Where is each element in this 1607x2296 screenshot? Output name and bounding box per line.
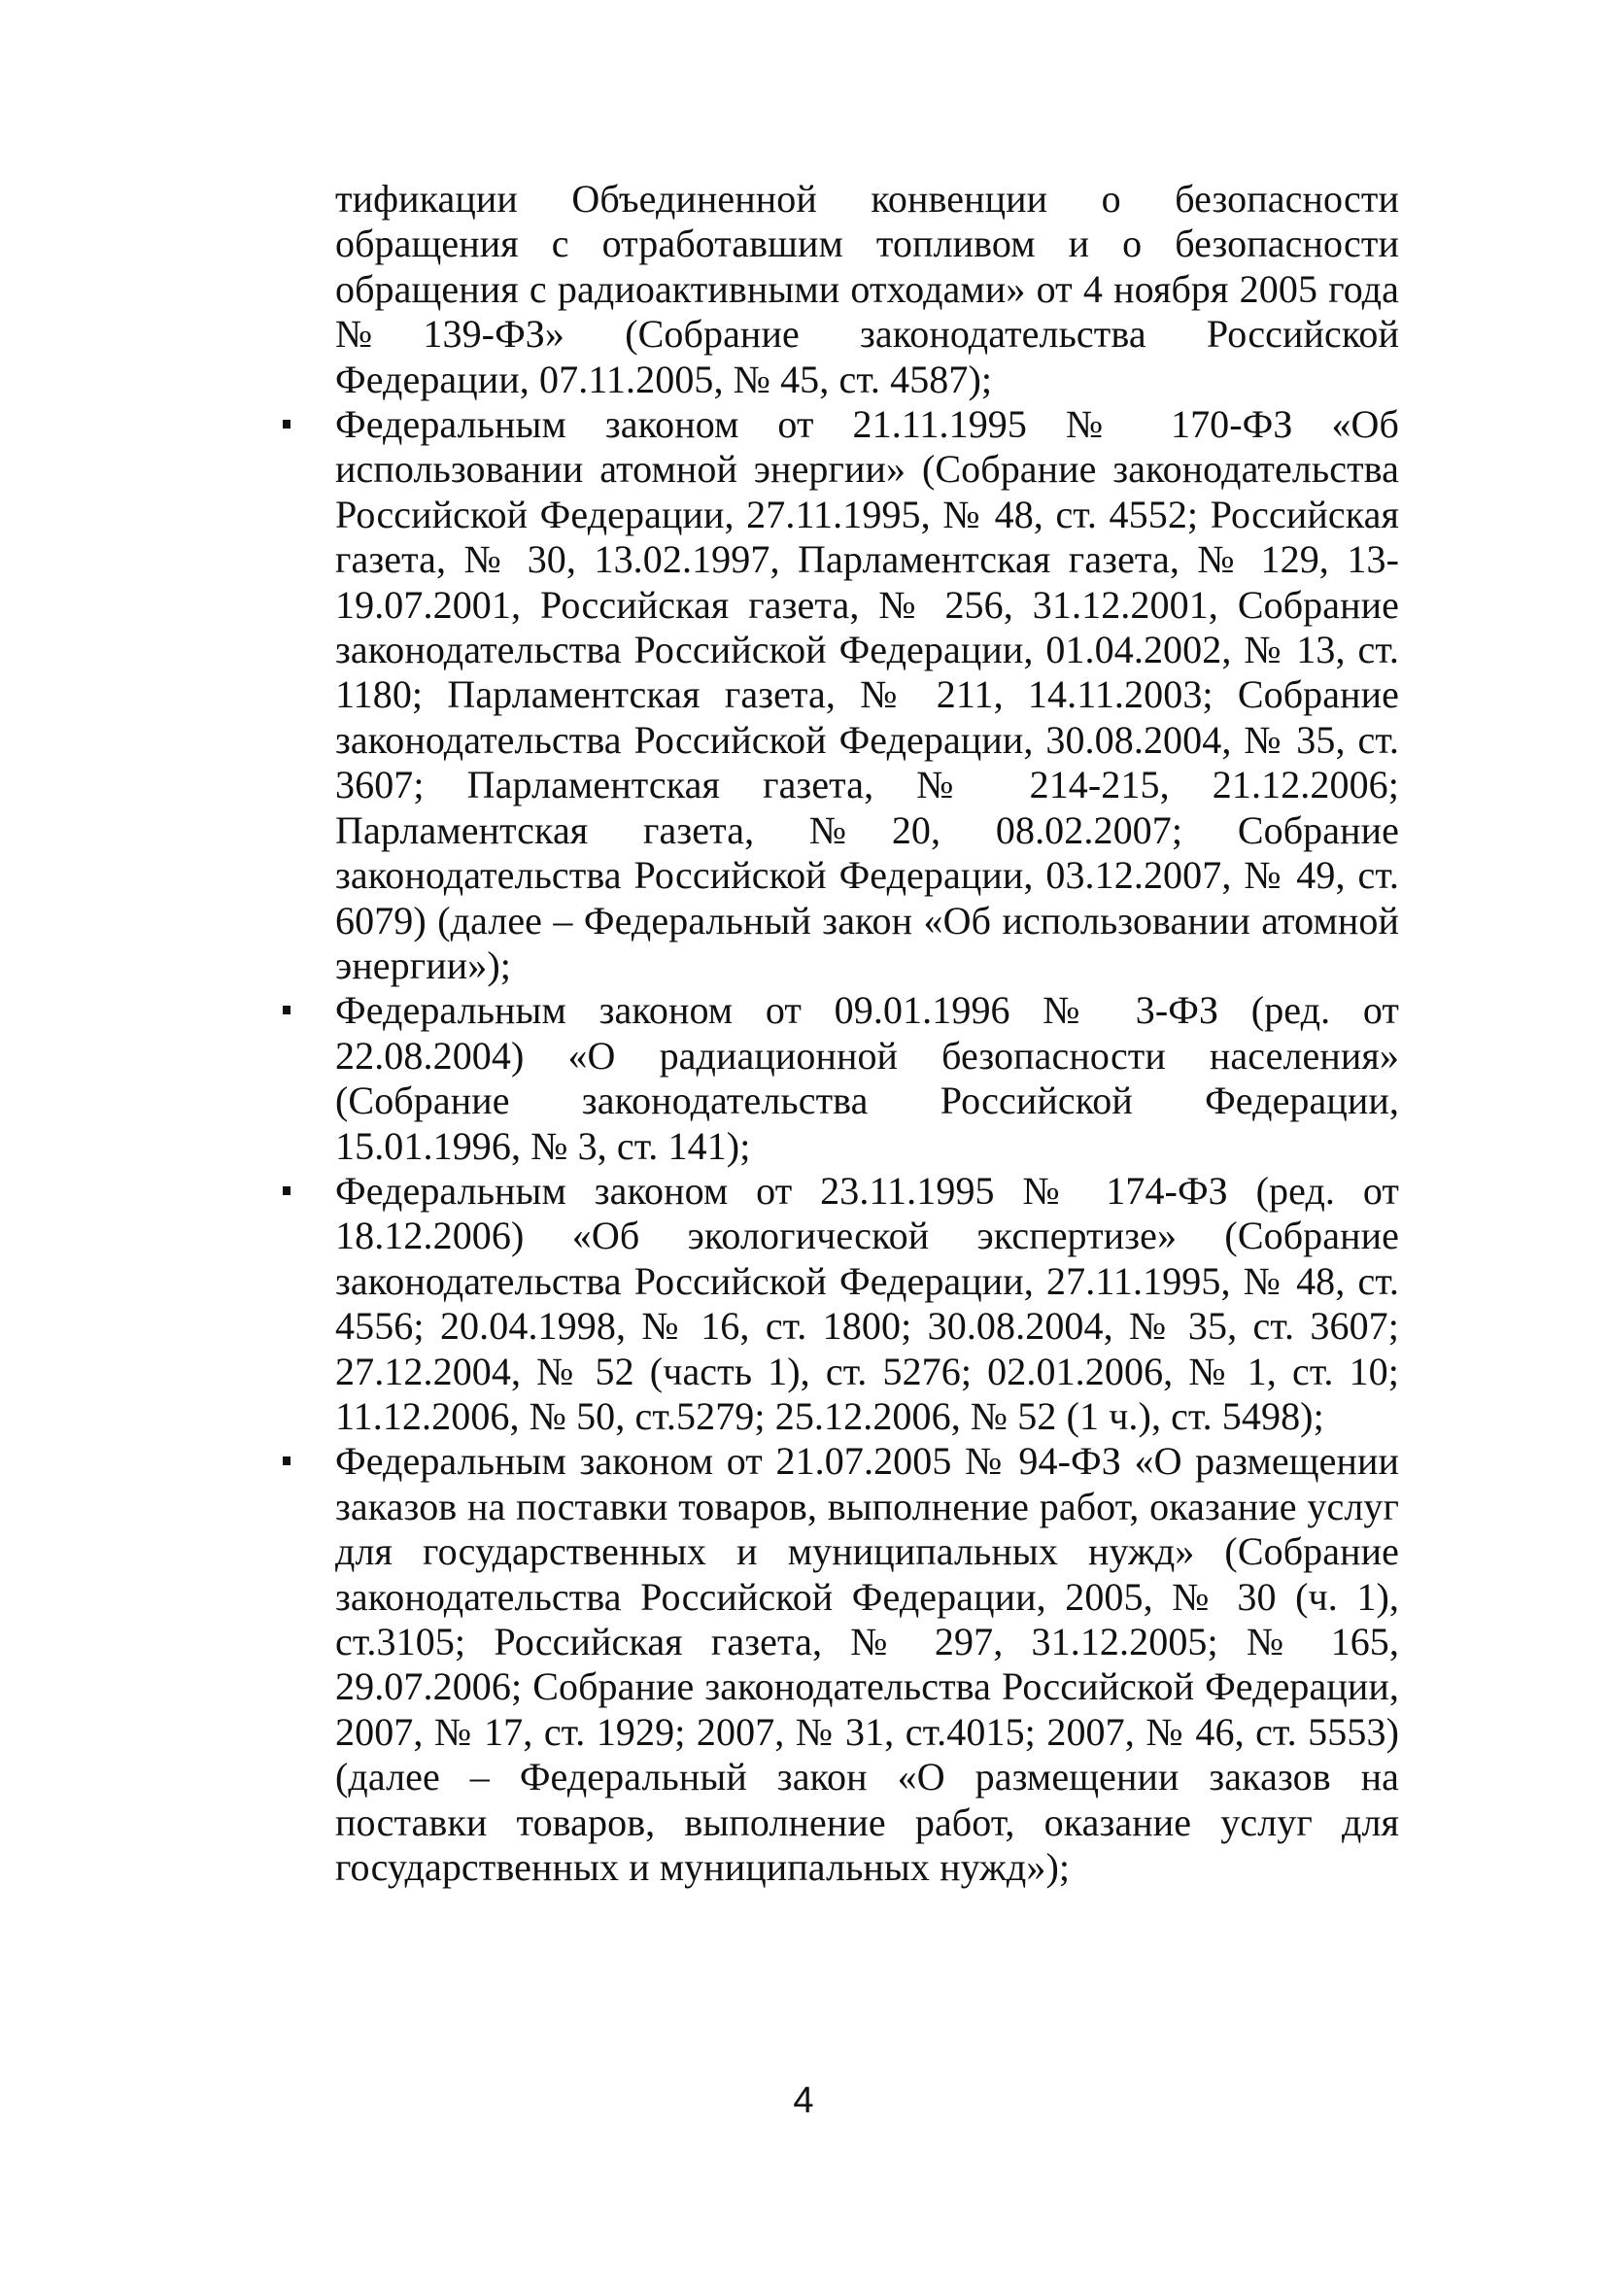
bullet-icon bbox=[283, 1006, 291, 1014]
list-item-text: Федеральным законом от 23.11.1995 № 174-ФЗ (ред. от 18.12.2006) «Об экологической экспертизе» (Собрание законодательства Российской Федерации, 27.11.1995, № 48, ст. 4556; 20.04.1998, № 16, ст. 1800; 30.08.2004, № 35, ст. 3607; 27.12.2004, № 52 (часть 1), ст. 5276; 02.01.2006, № 1, ст. 10; 11.12.2006, № 50, ст.5279; 25.12.2006, № 52 (1 ч.), ст. 5498); bbox=[335, 1168, 1399, 1438]
list-item-text: Федеральным законом от 09.01.1996 № 3-ФЗ (ред. от 22.08.2004) «О радиационной безопасности населения» (Собрание законодательства Российской Федерации, 15.01.1996, № 3, ст. 141); bbox=[335, 988, 1399, 1168]
list-item-law-94 bbox=[335, 1439, 1399, 1890]
page-number: 4 bbox=[793, 2080, 814, 2121]
list-item-law-174 bbox=[335, 1169, 1399, 1439]
list-item-law-170 bbox=[335, 402, 1399, 988]
bullet-icon bbox=[283, 420, 291, 428]
list-item-text: Федеральным законом от 21.07.2005 № 94-ФЗ «О размещении заказов на поставки товаров, выполнение работ, оказание услуг для государственных и муниципальных нужд» (Собрание законодательства Российской Федерации, 2005, № 30 (ч. 1), ст.3105; Российская газета, № 297, 31.12.2005; № 165, 29.07.2006; Собрание законодательства Российской Федерации, 2007, № 17, ст. 1929; 2007, № 31, ст.4015; 2007, № 46, ст. 5553) (далее – Федеральный закон «О размещении заказов на поставки товаров, выполнение работ, оказание услуг для государственных и муниципальных нужд»); bbox=[335, 1439, 1399, 1890]
page-body bbox=[335, 177, 1399, 1890]
bullet-icon bbox=[283, 1456, 291, 1465]
bullet-icon bbox=[283, 1186, 291, 1195]
law-list bbox=[335, 402, 1399, 1890]
intro-paragraph: тификации Объединенной конвенции о безопасности обращения с отработавшим топливом и о безопасности обращения с радиоактивными отходами» от 4 ноября 2005 года №139-ФЗ» (Собрание законодательства Российской Федерации, 07.11.2005, № 45, ст. 4587); bbox=[335, 177, 1399, 401]
list-item-law-3 bbox=[335, 988, 1399, 1169]
list-item-text: Федеральным законом от 21.11.1995 № 170-ФЗ «Об использовании атомной энергии» (Собрание законодательства Российской Федерации, 27.11.1995, № 48, ст. 4552; Российская газета, № 30, 13.02.1997, Парламентская газета, № 129, 13-19.07.2001, Российская газета, № 256, 31.12.2001, Собрание законодательства Российской Федерации, 01.04.2002, № 13, ст. 1180; Парламентская газета, № 211, 14.11.2003; Собрание законодательства Российской Федерации, 30.08.2004, № 35, ст. 3607; Парламентская газета, № 214-215, 21.12.2006; Парламентская газета, №20, 08.02.2007; Собрание законодательства Российской Федерации, 03.12.2007, № 49, ст. 6079) (далее – Федеральный закон «Об использовании атомной энергии»); bbox=[335, 402, 1399, 987]
